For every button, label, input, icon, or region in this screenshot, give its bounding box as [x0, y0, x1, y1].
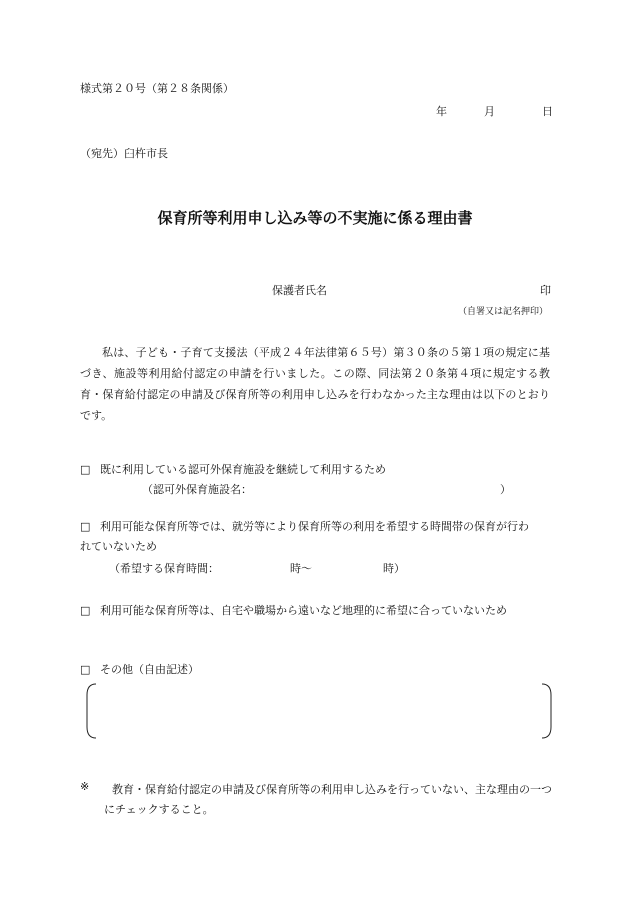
- desired-hours-label: （希望する保育時間：: [109, 562, 219, 575]
- date-day: 日: [542, 105, 553, 118]
- note-mark: ※: [80, 780, 90, 793]
- seal-note: （自署又は記名押印）: [458, 307, 549, 317]
- option-label-line1: 利用可能な保育所等では、就労等により保育所等の利用を希望する時間帯の保育が行わ: [100, 520, 529, 533]
- addressee: （宛先）臼杵市長: [80, 147, 168, 160]
- facility-name-close: ）: [500, 483, 511, 496]
- option-label-line2: れていないため: [80, 540, 157, 553]
- reason-option-existing-facility[interactable]: [80, 460, 552, 480]
- document-title: 保育所等利用申し込み等の不実施に係る理由書: [157, 209, 473, 227]
- free-text-area[interactable]: [86, 683, 552, 739]
- date-year: 年: [436, 105, 447, 118]
- option-label: 利用可能な保育所等は、自宅や職場から遠いなど地理的に希望に合っていないため: [100, 604, 507, 617]
- option-label: 既に利用している認可外保育施設を継続して利用するため: [100, 463, 386, 476]
- note-text: 教育・保育給付認定の申請及び保育所等の利用申し込みを行っていない、主な理由の一つにチェックすること。: [104, 783, 552, 816]
- checkbox-icon[interactable]: □: [80, 663, 91, 676]
- reason-option-location[interactable]: [80, 601, 552, 621]
- reason-option-hours[interactable]: [80, 517, 552, 557]
- statement-paragraph: 私は、子ども・子育て支援法（平成２４年法律第６５号）第３０条の５第１項の規定に基づき、施設等利用給付認定の申請を行いました。この際、同法第２０条第４項に規定する教育・保育給付認定の申請及び保育所等の利用申し込みを行わなかった主な理由は以下のとおりです。: [80, 346, 550, 422]
- reason-option-other[interactable]: [80, 660, 552, 680]
- option-label: その他（自由記述）: [100, 663, 199, 676]
- checkbox-icon[interactable]: □: [80, 604, 91, 617]
- form-number: 様式第２０号（第２８条関係）: [80, 82, 234, 95]
- desired-hours-to: 時）: [383, 562, 405, 575]
- guardian-name-label: 保護者氏名: [272, 284, 327, 297]
- desired-hours-from: 時～: [290, 562, 312, 575]
- checkbox-icon[interactable]: □: [80, 520, 91, 533]
- checkbox-icon[interactable]: □: [80, 463, 91, 476]
- seal-mark: 印: [540, 284, 551, 297]
- left-bracket: [87, 684, 96, 738]
- date-month: 月: [484, 105, 495, 118]
- right-bracket: [542, 684, 551, 738]
- facility-name-label: （認可外保育施設名：: [142, 483, 252, 496]
